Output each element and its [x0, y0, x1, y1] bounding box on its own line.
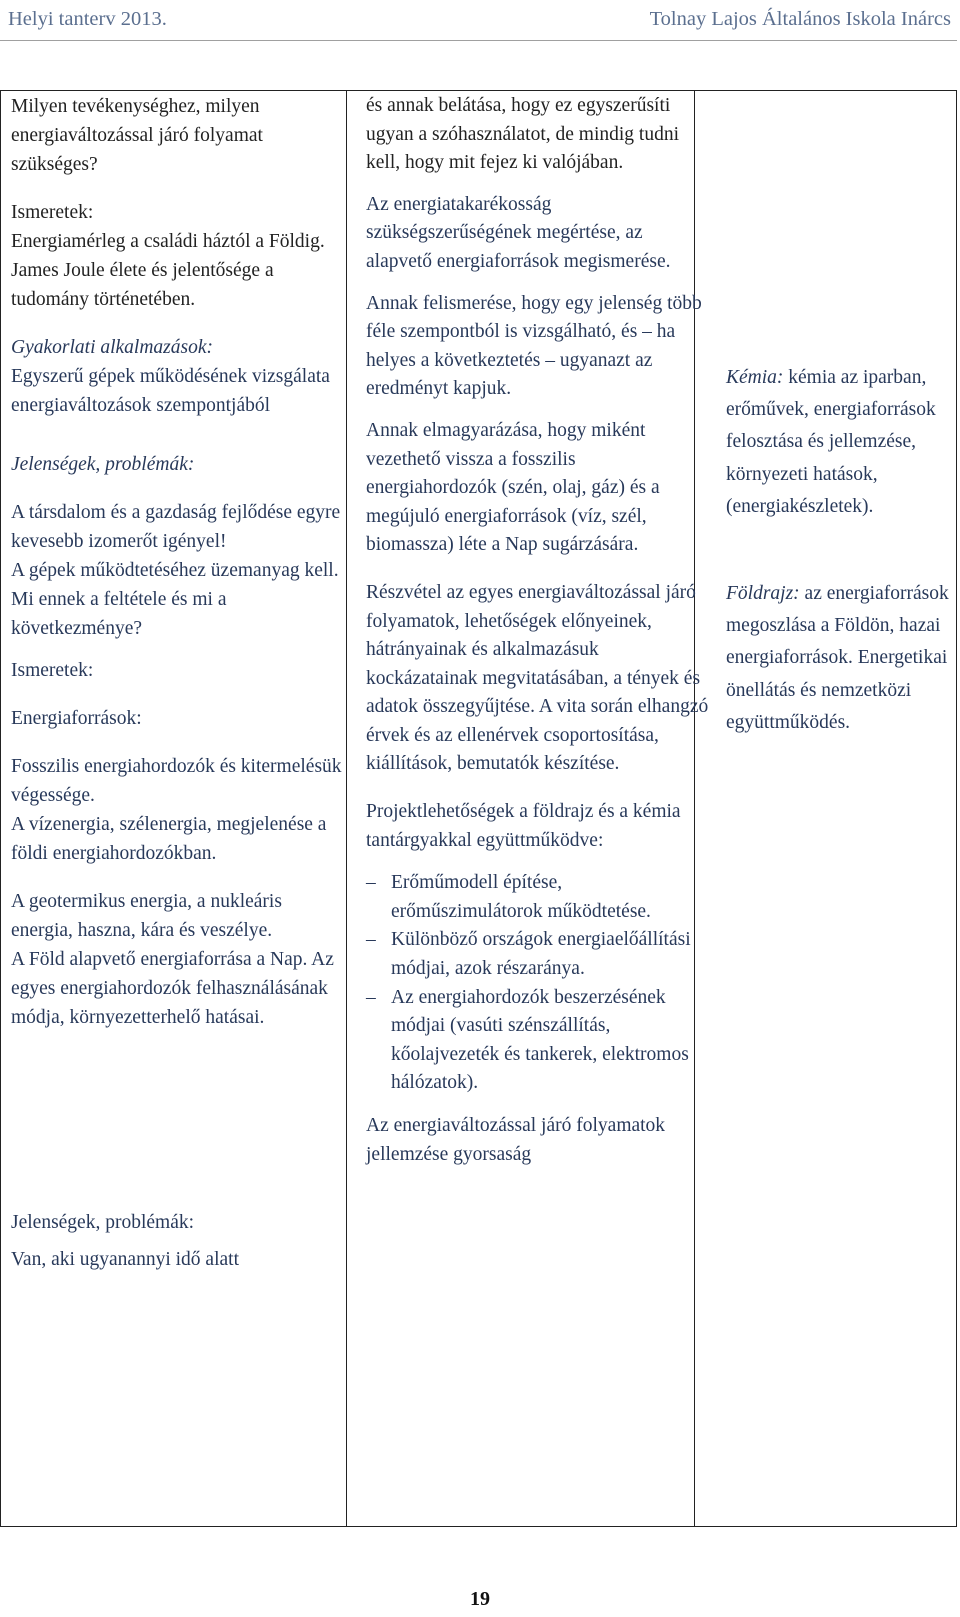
text-block: Egyszerű gépek működésének vizsgálata energiaváltozások szempontjából: [11, 366, 330, 416]
text-block: Fosszilis energiahordozók és kitermelésük végessége.: [11, 756, 342, 806]
section-label: Jelenségek, problémák:: [11, 1212, 195, 1233]
text-block: A gépek működtetéséhez üzemanyag kell. Mi ennek a feltétele és mi a következménye?: [11, 560, 339, 639]
section-label: Energiaforrások:: [11, 708, 142, 729]
text-block: Projektlehetőségek a földrajz és a kémia tantárgyakkal együttműködve:: [366, 801, 681, 851]
header-right-title: Tolnay Lajos Általános Iskola Inárcs: [649, 8, 951, 30]
text-block: Van, aki ugyanannyi idő alatt: [11, 1249, 239, 1270]
text-block: Az energiatakarékosság szükségszerűségének megértése, az alapvető energiaforrások megismerése.: [366, 193, 671, 272]
text-block: és annak belátása, hogy ez egyszerűsíti ugyan a szóhasználatot, de mindig tudni kell, hogy mit fejez ki valójában.: [366, 95, 680, 174]
section-label: Ismeretek:: [11, 660, 94, 681]
column-2-content: [366, 92, 711, 1169]
foldrajz-text: az energiaforrások megoszlása a Földön, hazai energiaforrások. Energetikai önellátás és nemzetközi együttműködés.: [726, 583, 949, 733]
list-item: – Különböző országok energiaelőállítási módjai, azok részaránya.: [366, 926, 711, 983]
kemia-text: kémia az iparban, erőművek, energiaforrások felosztása és jellemzése, környezeti hatások, (energiakészletek).: [726, 367, 936, 517]
text-block: Annak elmagyarázása, hogy miként vezethető vissza a fosszilis energiahordozók (szén, olaj, gáz) és a megújuló energiaforrások (víz, szél, biomassza) léte a Nap sugárzására.: [366, 419, 660, 556]
text-block: Az energiaváltozással járó folyamatok jellemzése gyorsaság: [366, 1115, 666, 1165]
text-block: A vízenergia, szélenergia, megjelenése a földi energiahordozókban.: [11, 814, 327, 864]
column-1-content: [11, 92, 347, 1274]
text-block: Ismeretek:: [11, 202, 94, 223]
list-item: – Az energiahordozók beszerzésének módjai (vasúti szénszállítás, kőolajvezeték és tankerek, elektromos hálózatok).: [366, 984, 711, 1098]
project-list: [366, 869, 711, 1098]
text-block: A társdalom és a gazdaság fejlődése egyre kevesebb izomerőt igényel!: [11, 502, 341, 552]
foldrajz-connection: [726, 578, 958, 739]
section-label: Gyakorlati alkalmazások:: [11, 337, 214, 358]
table-border-bottom: [0, 1526, 957, 1527]
section-label: Jelenségek, problémák:: [11, 454, 195, 475]
header-left-title: Helyi tanterv 2013.: [8, 8, 167, 30]
text-block: A geotermikus energia, a nukleáris energia, haszna, kára és veszélye.: [11, 891, 282, 941]
text-block: James Joule élete és jelentősége a tudomány történetében.: [11, 260, 274, 310]
kemia-label: Kémia:: [726, 367, 784, 388]
text-block: A Föld alapvető energiaforrása a Nap. Az egyes energiahordozók felhasználásának módja, környezetterhelő hatásai.: [11, 949, 334, 1028]
text-block: Milyen tevékenységhez, milyen energiaváltozással járó folyamat szükséges?: [11, 96, 263, 175]
table-border-top: [0, 90, 957, 91]
text-block: Részvétel az egyes energiaváltozással járó folyamatok, lehetőségek előnyeinek, hátrányainak és alkalmazásuk kockázatainak megvitatásában, a tények és adatok összegyűjtése. A vita során elhangzó érvek és az ellenérvek csoportosítása, kiállítások, bemutatók készítése.: [366, 581, 709, 775]
text-block: Energiamérleg a családi háztól a Földig.: [11, 231, 325, 252]
foldrajz-label: Földrajz:: [726, 583, 800, 605]
table-border-left: [0, 90, 1, 1527]
table-border-right: [956, 90, 957, 1527]
list-item: – Erőműmodell építése, erőműszimulátorok működtetése.: [366, 869, 711, 926]
page-number: 19: [470, 1588, 490, 1610]
kemia-connection: [726, 362, 958, 523]
column-3-content: [726, 362, 958, 739]
text-block: Annak felismerése, hogy egy jelenség több féle szempontból is vizsgálható, és – ha helyes a következtetés – ugyanazt az eredményt kapjuk.: [366, 292, 702, 400]
